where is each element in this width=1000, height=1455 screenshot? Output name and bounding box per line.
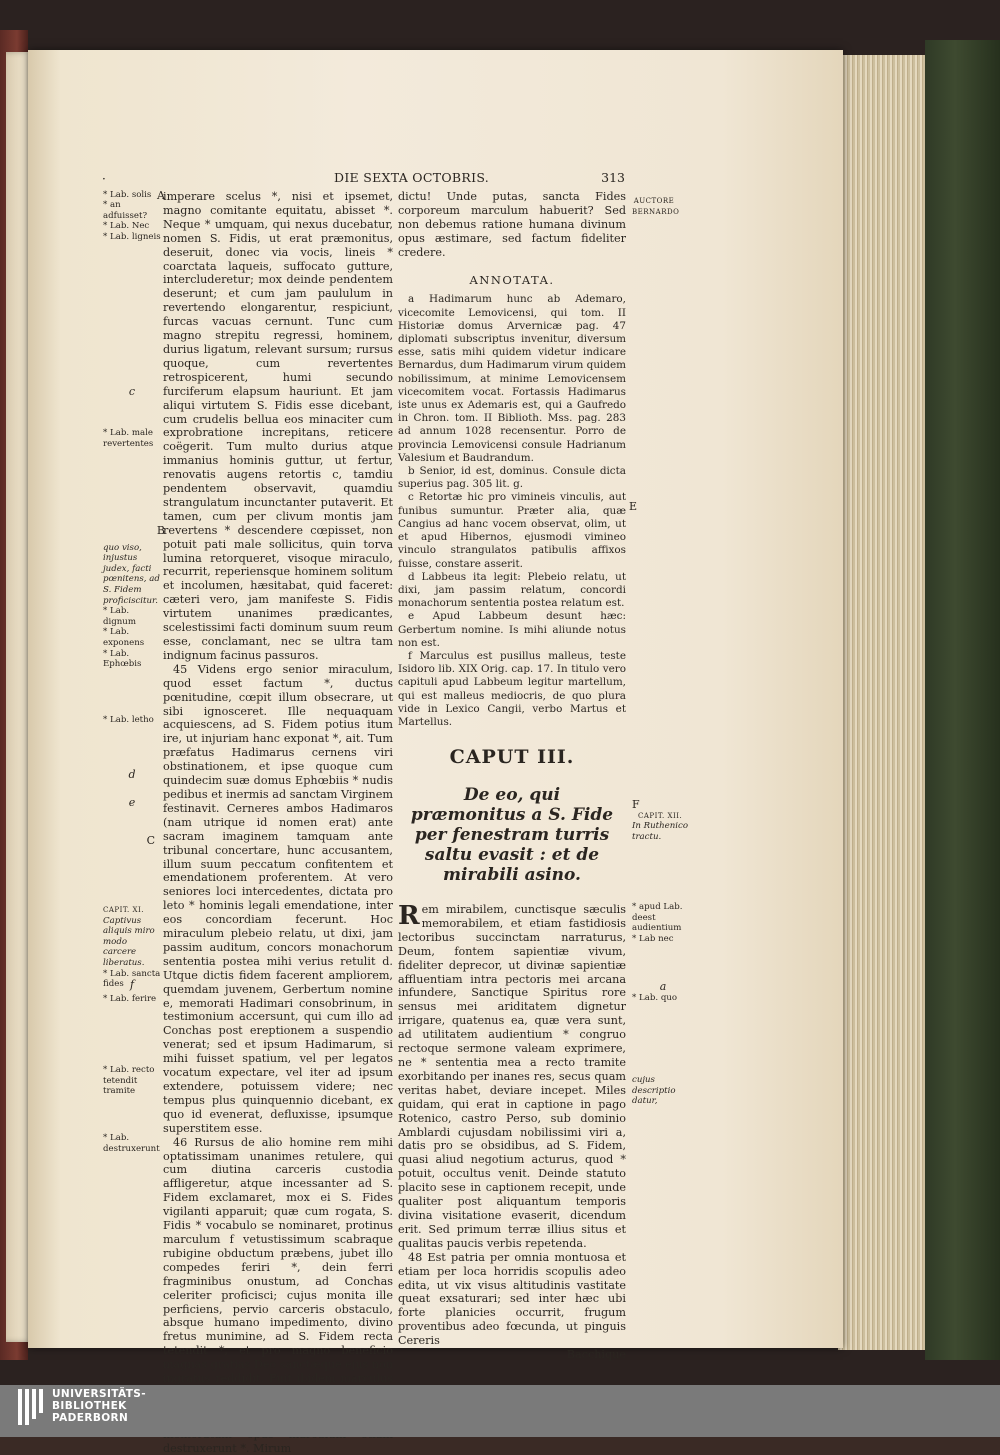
margin-letter: e [128, 796, 136, 809]
margin-group [103, 1065, 161, 1097]
margin-group [103, 1133, 161, 1154]
margin-letter: A [157, 189, 165, 202]
margin-group [632, 902, 694, 944]
paragraph: 48 Est patria per omnia montuosa et etiam per loca horridis scopulis adeo edita, ut vix visus altitudinis vastitate queat exsaturari; sed inter hæc ubi forte planicies occurrit, frugum proventibus adeo fœcunda, ut pinguis Cereris [398, 1250, 626, 1348]
paragraph: dictu! Unde putas, sancta Fides corporeum marculum habuerit? Sed non debemus ratione humana divinum opus æstimare, sed factum fideliter credere. [398, 190, 626, 259]
paragraph: 46 Rursus de alio homine rem mihi optatissimam unanimes retulere, qui cum diutina carceris custodia affligeretur, atque incessanter ad S. Fidem exclamaret, mox ei S. Fides vigilanti apparuit; quæ cum rogata, S. Fidis * vocabulo se nominaret, protinus marculum f vetustissimum scabraque rubigine obductum præbens, jubet illo compedes feriri *, dein ferri fragminibus onustum, ad Conchas celeriter proficisci; cujus monita ille perficiens, pervio carceris obstaculo, absque humano impedimento, divino fretus munimine, ad S. Fidem recta tetendit *, et pro magno beneficio magnas gratias Deo sanctæque ejus non ingratus reddidit. Fuit ibidem marculus destruxerunt *. Mirum [163, 1135, 393, 1455]
margin-note: * Lab nec [632, 933, 674, 944]
drop-cap: R [398, 901, 420, 932]
text-column-right [398, 190, 626, 1362]
margin-note: * apud Lab. deest audientium [632, 902, 683, 934]
paragraph: 45 Videns ergo senior miraculum, quod esset factum *, ductus pœnitudine, cœpit illum obsecrare, ut sibi ignosceret. Ille nequaquam acquiescens, ad S. Fidem potius itum ire, ut injuriam hanc exponat *, ait. Tum præfatus Hadimarus cernens viri obstinationem, et ipse quoque cum quindecim suæ domus Ephœbiis * nudis pedibus et inermis ad sanctam Virginem festinavit. Cerneres ambos Hadimaros (nam utrique id nomen erat) ante sacram imaginem tamquam ante tribunal concertare, hunc accusantem, illum suum peccatum confitentem et emendationem proferentem. At vero seniores loci intercedentes, dictata pro leto * hominis legali emendatione, inter eos concordiam fecerunt. Hoc miraculum plebeio relatu, ut dixi, jam passim auditum, concors monachorum sententia postea mihi verius retulit d. Utque dictis fidem facerent ampliorem, quemdam juvenem, Gerbertum nomine e, memorati Hadimari consobrinum, in testimonium accersunt, qui cum illo ad Conchas post ereptionem a suspendio venerat; sed et ipsum Hadimarum, si mihi fuisset spatium, vel per legatos vocatum expectare, vel iter ad ipsum extendere, potuissem videre; nec tempus plus quinquennio dicebant, ex quo id evenerat, defluxisse, ipsumque superstitem esse. [163, 662, 393, 1135]
margin-note: * Lab. recto tetendit tramite [103, 1065, 155, 1097]
margin-group [103, 428, 161, 449]
margin-note: In Ruthenico tractu. [632, 821, 689, 842]
margin-note: * an adfuisset? [103, 200, 148, 221]
right-cover [925, 40, 1000, 1360]
margin-note: CAPIT. XII. [638, 811, 683, 820]
margin-dot: · [102, 172, 106, 186]
annotation-b: b Senior, id est, dominus. Consule dicta superius pag. 305 lit. g. [398, 465, 626, 491]
margin-group-f [103, 980, 161, 1004]
margin-group-b [103, 524, 165, 670]
margin-note: * Lab. ferire [103, 993, 157, 1004]
margin-note-auctore: AUCTORE BERNARDO [632, 197, 680, 216]
catchword: Bacchique [566, 1348, 626, 1362]
margin-letter: F [632, 798, 640, 811]
margin-note: * Lab. dignum [103, 606, 136, 627]
margin-note: * Lab. solis [103, 189, 152, 200]
annotation-c: c Retortæ hic pro vimineis vinculis, aut funibus sumuntur. Præter alia, quæ Cangius ad hanc vocem observat, olim, ut et apud Hibernos, ejusmodi vimineo vinculo strangulatos patibulis affixos fuisse, constare asserit. [398, 491, 626, 570]
margin-note: * Lab. quo [632, 992, 678, 1003]
margin-letter: d [128, 768, 136, 781]
caput-heading: CAPUT III. [449, 746, 575, 769]
library-footer [0, 1385, 1000, 1437]
running-title: DIE SEXTA OCTOBRIS. [334, 170, 490, 185]
annotation-a: a Hadimarum hunc ab Ademaro, vicecomite Lemovicensi, qui tom. II Historiæ domus Arvernicæ pag. 47 diplomati subscriptus invenitur, diversum esse, satis mihi quidem videtur indicare Bernardus, dum Hadimarum virum quidem nobilissimum, at minime Lemovicensem vicecomitem vocat. Fortassis Hadimarus iste unus ex Ademaris est, qui a Gaufredo in Chron. tom. II Biblioth. Mss. pag. 283 ad annum 1028 recensentur. Porro de provincia Lemovicensi consule Hadrianum Valesium et Baudrandum. [398, 293, 626, 464]
page-fore-edge [838, 55, 938, 1350]
margin-group-a [103, 189, 165, 243]
margin-group [632, 982, 694, 1003]
margin-group [103, 715, 161, 726]
paragraph: em mirabilem, cunctisque sæculis memorabilem, et etiam fastidiosis lectoribus succinctam narraturus, Deum, fontem sapientiæ vivum, fideliter deprecor, ut divinæ sapientiæ affluentiam intra pectoris mei arcana infundere, Sanctique Spiritus rore sensus mei ariditatem dignetur irrigare, quatenus ea, quæ vera sunt, ad utilitatem audientium * congruo rectoque sermone valeam exprimere, ne * sententia mea a recto tramite exorbitando per inanes res, secus quam veritas habet, deviare incepet. Miles quidam, qui erat in captione in pago Rotenico, castro Perso, sub dominio Amblardi cujusdam nobilissimi viri a, datis pro se obsidibus, ad S. Fidem, quasi aliud negotium acturus, quod * potuit, occultus venit. Deinde statuto placito sese in captionem recepit, unde qualiter post aliquantum temporis divina visitatione evaserit, dicendum erit. Sed primum terræ illius situs et qualitas paucis verbis repetenda. [398, 903, 626, 1250]
text-column-left [163, 190, 393, 1455]
chapter-title: De eo, qui præmonitus a S. Fide per fenestram turris saltu evasit : et de mirabili asino. [410, 785, 614, 886]
annotation-f: f Marculus est pusillus malleus, teste Isidoro lib. XIX Orig. cap. 17. In titulo vero capituli apud Labbeum legitur martellum, qui est malleus mediocris, de quo plura vide in Lexico Cangii, verbo Martus et Martellus. [398, 649, 626, 728]
margin-note: * Lab. exponens [103, 627, 145, 648]
margin-note: * Lab. sancta fides [103, 968, 161, 990]
library-name [52, 1388, 146, 1424]
page-number: 313 [601, 170, 625, 185]
margin-note: * Lab. male revertentes [103, 428, 154, 449]
library-name-line: BIBLIOTHEK [52, 1400, 127, 1412]
margin-note: * Lab. letho [103, 715, 154, 725]
margin-note: quo viso, injustus judex, facti pœnitens, ad S. Fidem proficiscitur. [103, 542, 160, 606]
margin-letter: E [629, 500, 638, 513]
margin-letter: f [129, 978, 135, 991]
annotata-heading: ANNOTATA. [469, 272, 555, 287]
paragraph: imperare scelus *, nisi et ipsemet, magno comitante equitatu, abisset *. Neque * umquam, qui nexus ducebatur, nomen S. Fidis, ut erat præmonitus, deseruit, donec via vocis, lineis * coarctata laqueis, suffocato gutture, intercluderetur; mox deinde pendentem deserunt; et cum jam paululum in revertendo elongarentur, respiciunt, furcas vacuas cernunt. Tunc cum magno strepitu regressi, hominem, durius ligatum, relevant sursum; rursus quoque, cum revertentes retrospicerent, humi secundo furciferum elapsum hauriunt. Et jam aliqui virtutem S. Fidis esse dicebant, cum crudelis bellua eos minaciter cum exprobratione increpitans, reticere coëgerit. Tum multo durius atque immanius hominis guttur, ut fertur, renovatis augens retortis c, tamdiu pendentem observavit, quamdiu strangulatum incunctanter putaverit. Et tamen, cum per clivum montis jam revertens * descendere cœpisset, non potuit pati male sollicitus, quin torva lumina retorqueret, visoque miraculo, recurrit, reperiensque hominem solitum et incolumen, hæsitabat, quid faceret: cæteri vero, jam manifeste S. Fidis virtutem unanimes prædicantes, scelestissimi facti dominum suum reum esse, conclamant, nec se ultra tam indignum facinus passuros. [163, 190, 393, 662]
margin-note: * Lab. Ephœbis [103, 648, 142, 670]
margin-letter: c [128, 385, 136, 398]
margin-note: * Lab. Nec [103, 221, 150, 232]
margin-letter: B [156, 524, 165, 537]
margin-note: cujus descriptio datur, [632, 1075, 676, 1107]
library-name-line: PADERBORN [52, 1412, 129, 1424]
margin-note: * Lab. destruxerunt [103, 1133, 160, 1154]
margin-letter: a [659, 980, 667, 993]
margin-note: * Lab. ligneis [103, 231, 161, 242]
margin-group-capit-xii [632, 800, 694, 842]
library-name-line: UNIVERSITÄTS- [52, 1388, 147, 1400]
library-logo-icon [18, 1389, 44, 1425]
annotation-e: e Apud Labbeum desunt hæc: Gerbertum nomine. Is mihi aliunde notus non est. [398, 610, 626, 649]
margin-note: CAPIT. XI. [103, 906, 144, 914]
annotation-d: d Labbeus ita legit: Plebeio relatu, ut dixi, jam passim relatum, concordi monachorum sententia postea relatum est. [398, 570, 626, 610]
margin-note: Captivus aliquis miro modo carcere liberatus. [103, 915, 155, 968]
margin-letter: C [146, 834, 155, 847]
